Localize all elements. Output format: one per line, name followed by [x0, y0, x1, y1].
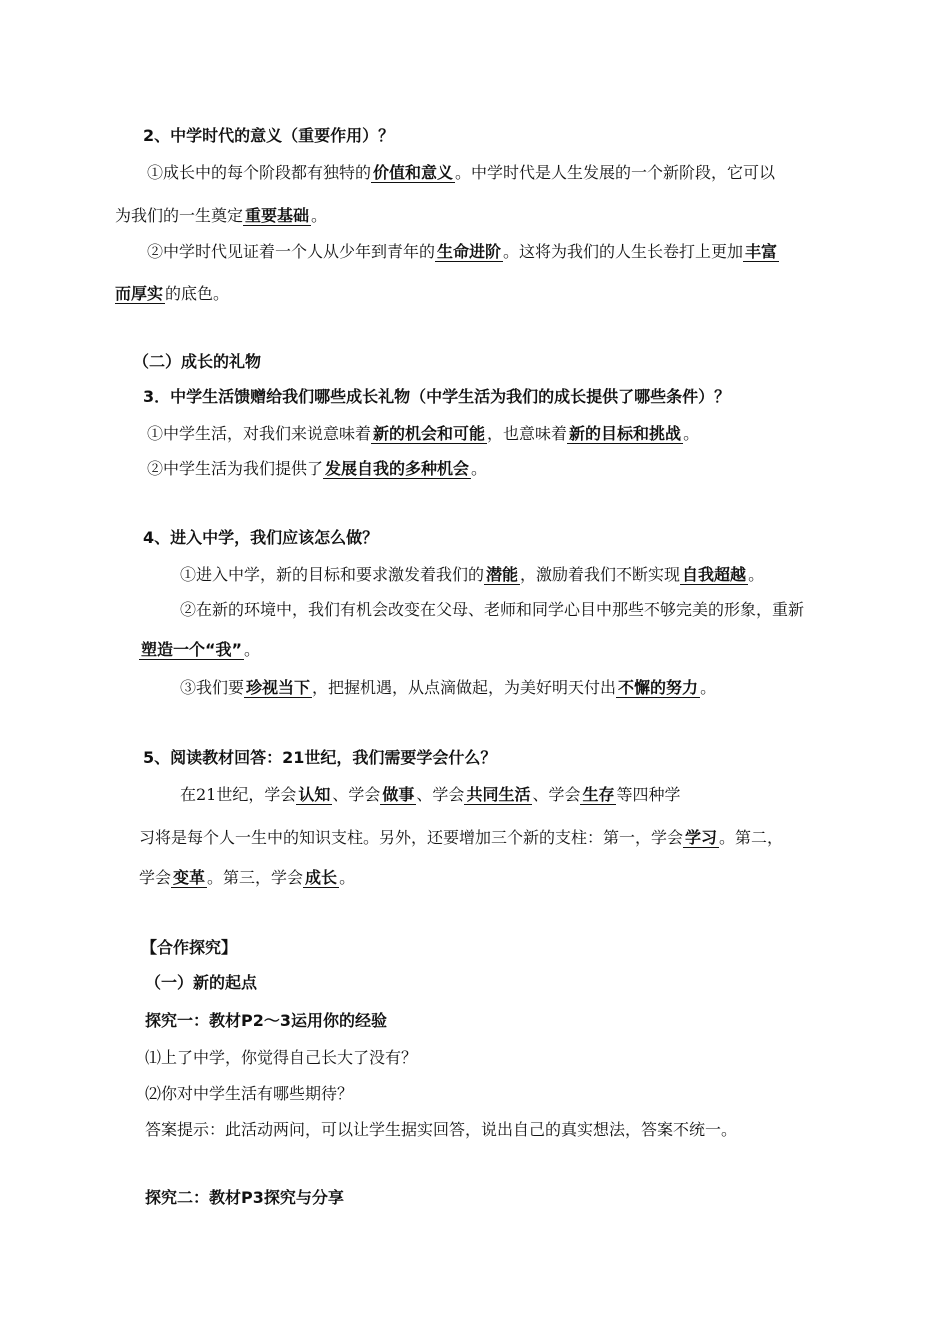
answer-blank: 成长 [305, 868, 338, 887]
answer-blank: 新的机会和可能 [373, 424, 486, 443]
text: ，也意味着 [487, 424, 568, 443]
text: 。 [748, 565, 765, 584]
text: 。这将为我们的人生长卷打上更加 [503, 242, 744, 261]
text: ②在新的环境中，我们有机会改变在父母、老师和同学心目中那些不够完美的形象，重新 [180, 600, 805, 619]
q5-line-2 [139, 826, 783, 850]
answer-blank: 生存 [582, 785, 615, 804]
text: 。中学时代是人生发展的一个新阶段，它可以 [455, 163, 776, 182]
text: 。第二， [719, 828, 784, 847]
q5-line-3 [139, 866, 355, 890]
answer-blank: 新的目标和挑战 [569, 424, 682, 443]
text: ①进入中学，新的目标和要求激发着我们的 [180, 565, 485, 584]
text: 的底色。 [165, 284, 230, 303]
q4-paragraph-3 [180, 676, 716, 700]
explore-1-title: 探究一：教材P2～3运用你的经验 [145, 1011, 387, 1030]
answer-blank: 潜能 [486, 565, 519, 584]
answer-blank: 认知 [298, 785, 331, 804]
text: ①中学生活，对我们来说意味着 [147, 424, 372, 443]
text: ③我们要 [180, 678, 245, 697]
text: 。 [311, 206, 328, 225]
explore-1-question-1: ⑴上了中学，你觉得自己长大了没有？ [145, 1048, 418, 1067]
q3-paragraph-1 [147, 422, 699, 446]
q4-paragraph-2-cont [139, 638, 260, 662]
section-title: （二）成长的礼物 [133, 352, 262, 371]
answer-blank: 发展自我的多种机会 [325, 459, 470, 478]
text: 。 [339, 868, 356, 887]
text: 、学会 [332, 785, 381, 804]
text: 在21世纪，学会 [180, 785, 297, 804]
text: 。 [471, 459, 488, 478]
q5-title: 5、阅读教材回答：21世纪，我们需要学会什么？ [143, 748, 497, 767]
answer-blank: 价值和意义 [373, 163, 454, 182]
q2-paragraph-1-cont [115, 204, 327, 228]
answer-blank: 学习 [685, 828, 718, 847]
q4-title: 4、进入中学，我们应该怎么做？ [143, 528, 379, 547]
explore-heading: 【合作探究】 [141, 938, 238, 957]
q3-title: 3．中学生活馈赠给我们哪些成长礼物（中学生活为我们的成长提供了哪些条件）？ [143, 387, 731, 406]
answer-blank: 不懈的努力 [618, 678, 699, 697]
text: 学会 [139, 868, 172, 887]
text: ，把握机遇，从点滴做起，为美好明天付出 [312, 678, 617, 697]
answer-blank: 珍视当下 [246, 678, 311, 697]
text: 、学会 [532, 785, 581, 804]
explore-2-title: 探究二：教材P3探究与分享 [145, 1188, 344, 1207]
q4-paragraph-1 [180, 563, 764, 587]
text: 。 [244, 640, 261, 659]
text: 。 [700, 678, 717, 697]
answer-blank: 塑造一个“我” [141, 640, 243, 659]
text: ，激励着我们不断实现 [520, 565, 681, 584]
text: ②中学时代见证着一个人从少年到青年的 [147, 242, 436, 261]
answer-blank: 重要基础 [245, 206, 310, 225]
q2-paragraph-1 [147, 161, 775, 185]
q3-paragraph-2 [147, 457, 487, 481]
q2-title: 2、中学时代的意义（重要作用）？ [143, 126, 395, 145]
answer-blank: 做事 [382, 785, 415, 804]
text: ②中学生活为我们提供了 [147, 459, 324, 478]
text: 、学会 [416, 785, 465, 804]
answer-blank: 而厚实 [115, 284, 164, 303]
text: 习将是每个人一生中的知识支柱。另外，还要增加三个新的支柱：第一，学会 [139, 828, 684, 847]
answer-blank: 自我超越 [682, 565, 747, 584]
explore-1-question-2: ⑵你对中学生活有哪些期待？ [145, 1084, 354, 1103]
answer-blank: 丰富 [745, 242, 778, 261]
explore-1-answer-hint: 答案提示：此活动两问，可以让学生据实回答，说出自己的真实想法，答案不统一。 [145, 1120, 738, 1139]
answer-blank: 共同生活 [466, 785, 531, 804]
text: ①成长中的每个阶段都有独特的 [147, 163, 372, 182]
text: 为我们的一生奠定 [115, 206, 244, 225]
explore-subheading: （一）新的起点 [145, 973, 258, 992]
q2-paragraph-2 [147, 240, 779, 264]
text: 。第三，学会 [207, 868, 304, 887]
q2-paragraph-2-cont [115, 282, 229, 306]
answer-blank: 生命进阶 [437, 242, 502, 261]
q4-paragraph-2 [180, 598, 804, 622]
text: 。 [683, 424, 700, 443]
q5-line-1 [180, 783, 681, 807]
text: 等四种学 [616, 785, 681, 804]
answer-blank: 变革 [173, 868, 206, 887]
